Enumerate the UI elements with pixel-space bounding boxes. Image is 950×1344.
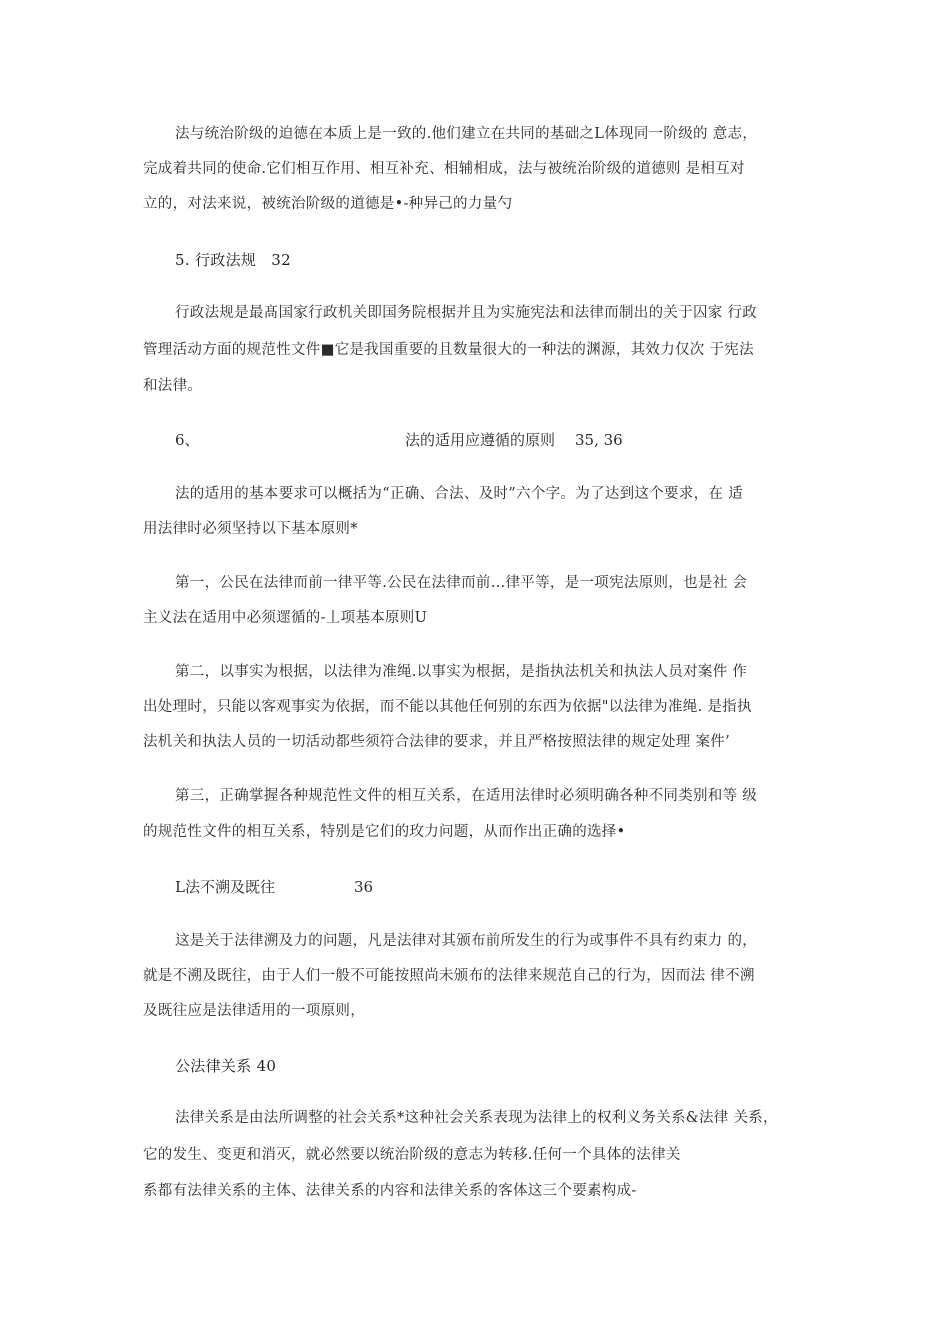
heading-pages: 36 [354,878,374,896]
paragraph-line: 就是不溯及既往，由于人们一般不可能按照尚未颁布的法律来规范自己的行为，因而法 律不溯 [143,968,755,984]
paragraph-line: 法机关和执法人员的一切活动都些须符合法律的要求，并且严格按照法律的规定处理 案件’ [143,734,731,750]
paragraph-line: 和法律。 [143,378,203,394]
paragraph-line: 用法律时必须坚持以下基本原则* [143,521,358,537]
heading-title: 法的适用应遵循的原则 [405,431,556,449]
paragraph-line: 及既往应是法律适用的一项原则， [143,1003,365,1019]
heading-title-group [405,430,623,450]
paragraph-line: 出处理时，只能以客观事实为依据，而不能以其他任何别的东西为依据"以法律为准绳. 是指执 [143,699,752,715]
heading-title: 行政法规 [195,251,257,269]
paragraph-line: 系都有法律关系的主体、法律关系的内容和法律关系的客体这三个要素构成- [143,1183,637,1199]
paragraph-line: 法的适用的基本要求可以概括为“正确、合法、及时”六个字。为了达到这个要求，在 适 [175,486,743,502]
paragraph-line: 法与统治阶级的迫德在本质上是一致的.他们建立在共同的基础之L体现同一阶级的 意志， [175,126,758,142]
paragraph-line: 这是关于法律溯及力的问题，凡是法律对其颁布前所发生的行为或事件不具有约束力 的， [175,933,758,949]
paragraph-line: 第二，以事实为根据，以法律为准绳.以事实为根据，是指执法机关和执法人员对案件 作 [175,664,748,680]
paragraph-line: 行政法规是最髙国家行政机关即国务院根据并且为实施宪法和法律而制出的关于囚家 行政 [175,305,758,321]
paragraph-line: 的规范性文件的相互关系，特别是它们的玫力问题，从而作出正确的选择• [143,824,626,840]
section-heading-5 [175,250,855,270]
heading-number: 5. [175,251,190,269]
heading-number: 6、 [175,431,200,449]
paragraph-line: 它的发生、变更和消灭，就必然要以统治阶级的意志为转移.任何一个具体的法律关 [143,1147,681,1163]
heading-pages: 32 [271,251,291,269]
paragraph-line: 管理活动方面的规范性文件■它是我国重要的且数量很大的一种法的渊源，其效力仅次 于宪法 [143,342,754,358]
section-heading-8 [175,1056,855,1076]
paragraph-line: 完成着共同的使命.它们相互作用、相互补充、相辅相成，法与被统治阶级的道德则 是相互对 [143,161,745,177]
heading-pages: 40 [256,1057,277,1075]
paragraph-line: 第三，正确掌握各种规范性文件的相互关系，在适用法律时必须明确各种不同类别和等 级 [175,788,758,804]
heading-title: L法不溯及既往 [175,878,275,896]
paragraph-line: 法律关系是由法所调整的社会关系*这种社会关系表现为法律上的权利义务关系&法律 关系， [175,1110,778,1126]
heading-title: 公法律关系 [175,1057,252,1075]
paragraph-line: 第一，公民在法律而前一律平等.公民在法律而前…律平等，是一项宪法原则，也是社 会 [175,575,748,591]
paragraph-line: 主义法在适用中必须遝循的-丄项基本原则U [143,610,428,626]
paragraph-line: 立的，对法来说，被统治阶级的道德是•-种异己的力量勺 [143,196,513,212]
heading-pages: 35, 36 [575,431,623,449]
